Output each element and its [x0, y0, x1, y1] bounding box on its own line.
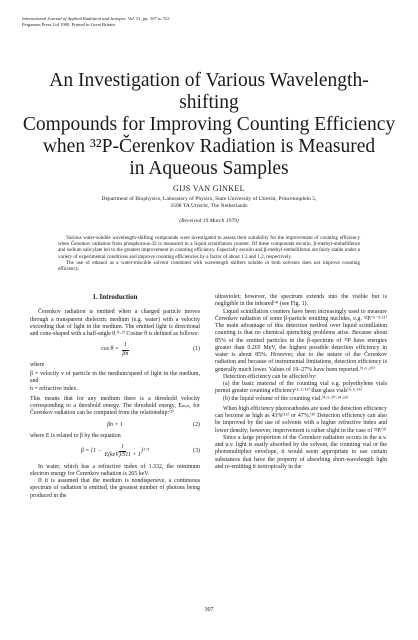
list-item-a: (a) the basic material of the counting vial e.g. polyethylene vials permit greater counting efficiency⁽⁵·⁶·¹⁵⁾ than glass vials⁽⁵·⁶·¹⁵⁾ — [215, 381, 387, 395]
journal-header — [22, 16, 169, 28]
right-column — [215, 294, 387, 471]
paper-title — [20, 70, 398, 180]
equation-1 — [30, 342, 200, 358]
intro-paragraph-1: Čerenkov radiation is emitted when a charged particle moves through a transparent dielectric medium (e.g. water) with a velocity exceeding that of light in the medium. The emitted light is directional and cone-shaped with a half-angle θ.⁽¹·²⁾ Cosine θ is defined as follows: — [30, 309, 200, 337]
journal-citation: International Journal of Applied Radiation and Isotopes. Vol. 31, pp. 307 to 312 — [22, 16, 170, 21]
list-item-b: (b) the liquid volume of the counting vial.⁽⁴·⁵·¹⁰·¹⁴·¹⁵⁾ — [223, 395, 349, 402]
equation-3-rhs: }¹ᐟ² — [140, 448, 150, 455]
equation-3 — [30, 444, 200, 460]
right-paragraph-2: Liquid scintillation counters have been increasingly used to measure Čerenkov radiation of some β-particle emitting nuclides, e.g. ³²P.⁽⁵⁻⁹·¹¹⁾ The main advantage of this detection method over liquid scintillation counting is that no chemical quenching problems arise. Because about 85% of the emitted particles in the β-spectrum of ³²P have energies greater than 0.265 MeV, the highest possible detection efficiency in water is about 85%. However, due to the nature of the Čerenkov radiation and because of instrumental limitations, detection efficiency is generally much lower. Values of 19–27% have been reported.⁽⁵·⁶·¹⁰⁾ — [215, 308, 387, 373]
equation-3-lhs: β = {1 − — [80, 448, 102, 455]
equation-2 — [30, 422, 200, 429]
author-name: GIJS VAN GINKEL — [173, 184, 245, 193]
title-line-1: An Investigation of Various Wavelength-shifting — [49, 70, 369, 113]
abstract-paragraph-2: The use of ethanol as a water-miscible solvent combined with wavelength shifters soluble in both solvents does not improve counting efficiency. — [58, 259, 360, 273]
received-date: (Received 19 March 1979) — [179, 218, 239, 224]
equation-3-denominator: E(keV)/511 + 1 — [104, 452, 141, 459]
definitions — [30, 371, 200, 393]
equation-1-numerator: 1 — [122, 342, 129, 350]
title-line-2: Compounds for Improving Counting Efficiency — [22, 114, 396, 135]
equation-1-number: (1) — [193, 346, 200, 353]
right-paragraph-1: ultraviolet; however, the spectrum extends into the visible but is negligible in the infrared⁽⁴⁾ (see Fig. 1). — [215, 294, 387, 308]
affiliation — [40, 196, 378, 210]
where-label: where — [30, 361, 45, 368]
intro-paragraph-5: If it is assumed that the medium is nondispersive, a continuous spectrum of radiation is emitted, the greatest number of photons being produced in the — [30, 478, 200, 499]
intro-paragraph-4: In water, which has a refractive index of 1.332, the minimum electron energy for Čerenkov radiation is 265 keV. — [30, 463, 200, 477]
equation-3-number: (3) — [193, 448, 200, 455]
left-column — [30, 294, 200, 500]
equation-3-fraction — [104, 444, 140, 460]
equation-2-number: (2) — [193, 421, 200, 428]
equation-1-fraction — [122, 342, 129, 358]
affiliation-line-2: 3508 TA Utrecht, The Netherlands — [170, 203, 248, 209]
abstract-paragraph-1: Various water-soluble wavelength-shifting compounds were investigated to assess their suitability for the improvement of counting efficiency when Čerenkov radiation from phosphorous-32 is measured in a liquid scintillation counter. Of these compounds esculin, β-methyl-umbelliferon and sodium salicylate led to the greatest improvement in counting efficiency. Especially esculin and β-methyl-umbelliferon are fairly stable under a variety of experimental conditions and improve counting efficiencies by a factor of about 1.3 and 1.2, respectively. — [58, 235, 360, 260]
equation-1-denominator: βn — [122, 350, 129, 357]
title-line-3: when ³²P-Čerenkov Radiation is Measured — [42, 136, 376, 157]
equation-2-body: βn = 1 — [107, 421, 123, 428]
definition-beta: β = velocity v of particle in the medium/speed of light in the medium, and — [30, 371, 200, 385]
page-number: 307 — [204, 607, 214, 613]
intro-paragraph-3: where E is related to β by the equation — [30, 432, 121, 439]
affiliation-line-1: Department of Biophysics, Laboratory of Physics, State University of Utrecht, Princetonplein 5, — [101, 196, 317, 202]
right-paragraph-3: Detection efficiency can be affected by: — [223, 373, 317, 380]
equation-3-numerator: 1 — [119, 444, 126, 452]
title-line-4: in Aqueous Samples — [129, 158, 289, 179]
section-heading: 1. Introduction — [92, 293, 138, 301]
definition-n: n = refractive index. — [30, 385, 78, 392]
right-paragraph-5: Since a large proportion of the Čerenkov radiation occurs in the u.v. and u.v. light is easily absorbed by the solvent, the counting vial or the photomultiplier envelope, it would seem appropriate to use certain substances that have the property of absorbing short-wavelength light and re-emitting it isotropically in the — [215, 434, 387, 470]
abstract — [58, 235, 360, 272]
right-paragraph-4: When high efficiency photocathodes are used the detection efficiency can become as high as 43%⁽¹⁵⁾ or 47%.⁽⁸⁾ Detection efficiency can also be improved by the use of solvents with a higher refractive index and lower density; however, improvement is rather slight in the case of ³²P.⁽⁹⁾ — [215, 405, 387, 434]
intro-paragraph-2: This means that for any medium there is a threshold velocity corresponding to a threshold energy. The threshold energy, Eₘᵢₙ, for Čerenkov radiation can be computed from the relationship:⁽³⁾ — [30, 395, 200, 417]
equation-1-lhs: cos θ = — [101, 346, 119, 353]
publisher-line: Pergamon Press Ltd 1980. Printed in Great Britain — [22, 22, 115, 27]
